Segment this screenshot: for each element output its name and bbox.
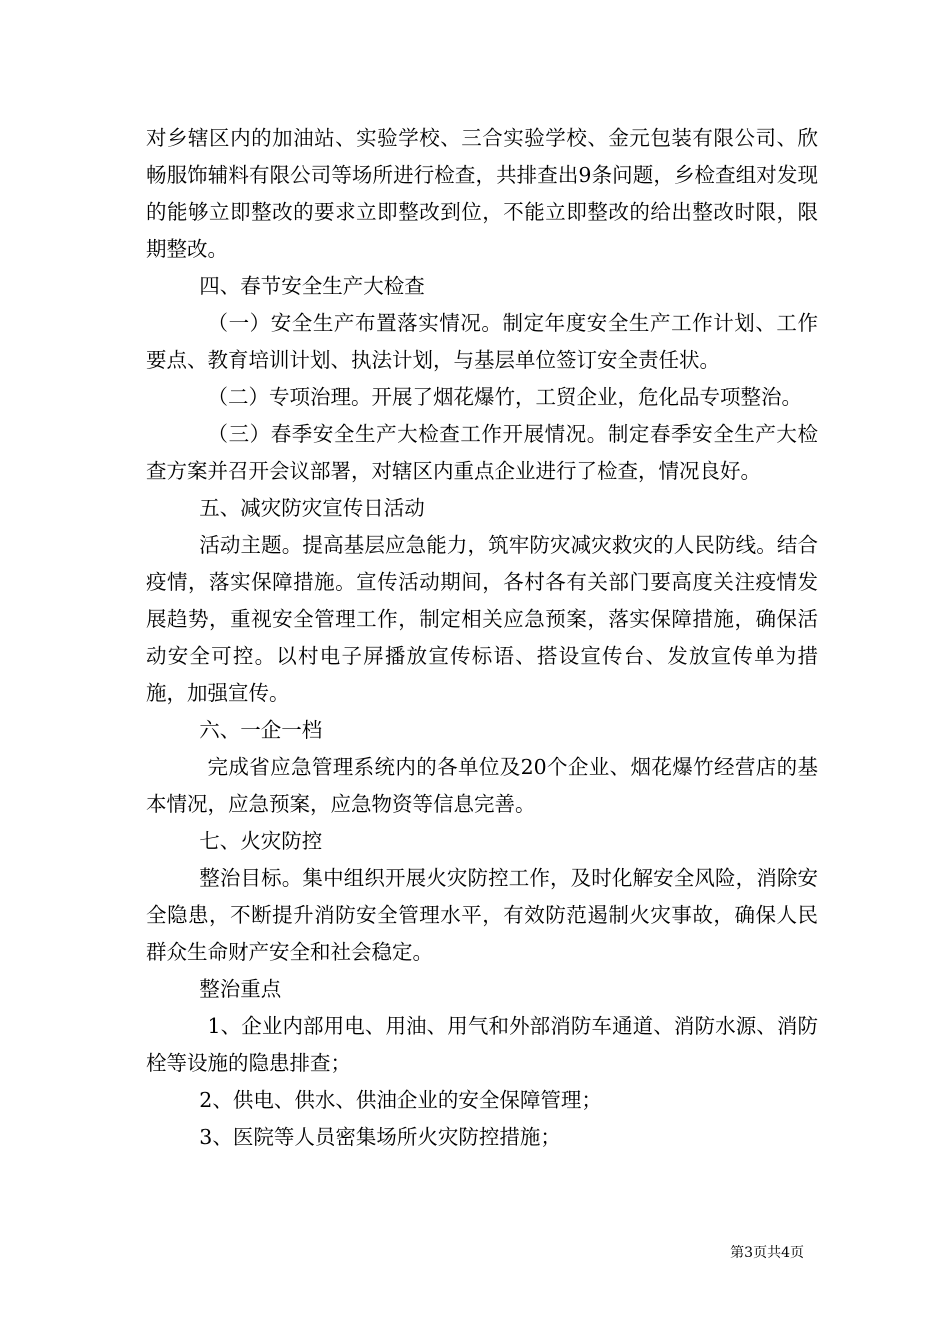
section-heading-5: 五、减灾防灾宣传日活动 xyxy=(199,496,425,520)
subheading-rectification-focus: 整治重点 xyxy=(199,977,282,1001)
paragraph-sub-3: （三）春季安全生产大检查工作开展情况。制定春季安全生产大检查方案并召开会议部署，对辖区内重点企业进行了检查，情况良好。 xyxy=(146,422,818,483)
section-heading-6: 六、一企一档 xyxy=(199,718,323,742)
paragraph-sub-1: （一）安全生产布置落实情况。制定年度安全生产工作计划、工作要点、教育培训计划、执法计划，与基层单位签订安全责任状。 xyxy=(146,311,818,372)
section-heading-4: 四、春节安全生产大检查 xyxy=(199,274,425,298)
paragraph-activity-theme: 活动主题。提高基层应急能力，筑牢防灾减灾救灾的人民防线。结合疫情，落实保障措施。宣传活动期间，各村各有关部门要高度关注疫情发展趋势，重视安全管理工作，制定相关应急预案，落实保障措施，确保活动安全可控。以村电子屏播放宣传标语、搭设宣传台、发放宣传单为措施，加强宣传。 xyxy=(146,533,818,705)
paragraph-sub-2: （二）专项治理。开展了烟花爆竹，工贸企业，危化品专项整治。 xyxy=(207,385,802,409)
list-item-2: 2、供电、供水、供油企业的安全保障管理； xyxy=(199,1088,602,1112)
paragraph-enterprise-file: 完成省应急管理系统内的各单位及20个企业、烟花爆竹经营店的基本情况，应急预案，应急物资等信息完善。 xyxy=(146,755,818,816)
list-item-1: 1、企业内部用电、用油、用气和外部消防车通道、消防水源、消防栓等设施的隐患排查； xyxy=(146,1014,818,1075)
section-heading-7: 七、火灾防控 xyxy=(199,829,323,853)
document-body xyxy=(146,120,818,1156)
paragraph-rectification-goal: 整治目标。集中组织开展火灾防控工作，及时化解安全风险，消除安全隐患，不断提升消防安全管理水平，有效防范遏制火灾事故，确保人民群众生命财产安全和社会稳定。 xyxy=(146,866,818,964)
list-item-3: 3、医院等人员密集场所火灾防控措施； xyxy=(199,1125,561,1149)
paragraph-intro-continuation: 对乡辖区内的加油站、实验学校、三合实验学校、金元包装有限公司、欣畅服饰辅料有限公司等场所进行检查，共排查出9条问题，乡检查组对发现的能够立即整改的要求立即整改到位，不能立即整改的给出整改时限，限期整改。 xyxy=(146,126,818,261)
page-number: 第3页共4页 xyxy=(730,1245,804,1261)
